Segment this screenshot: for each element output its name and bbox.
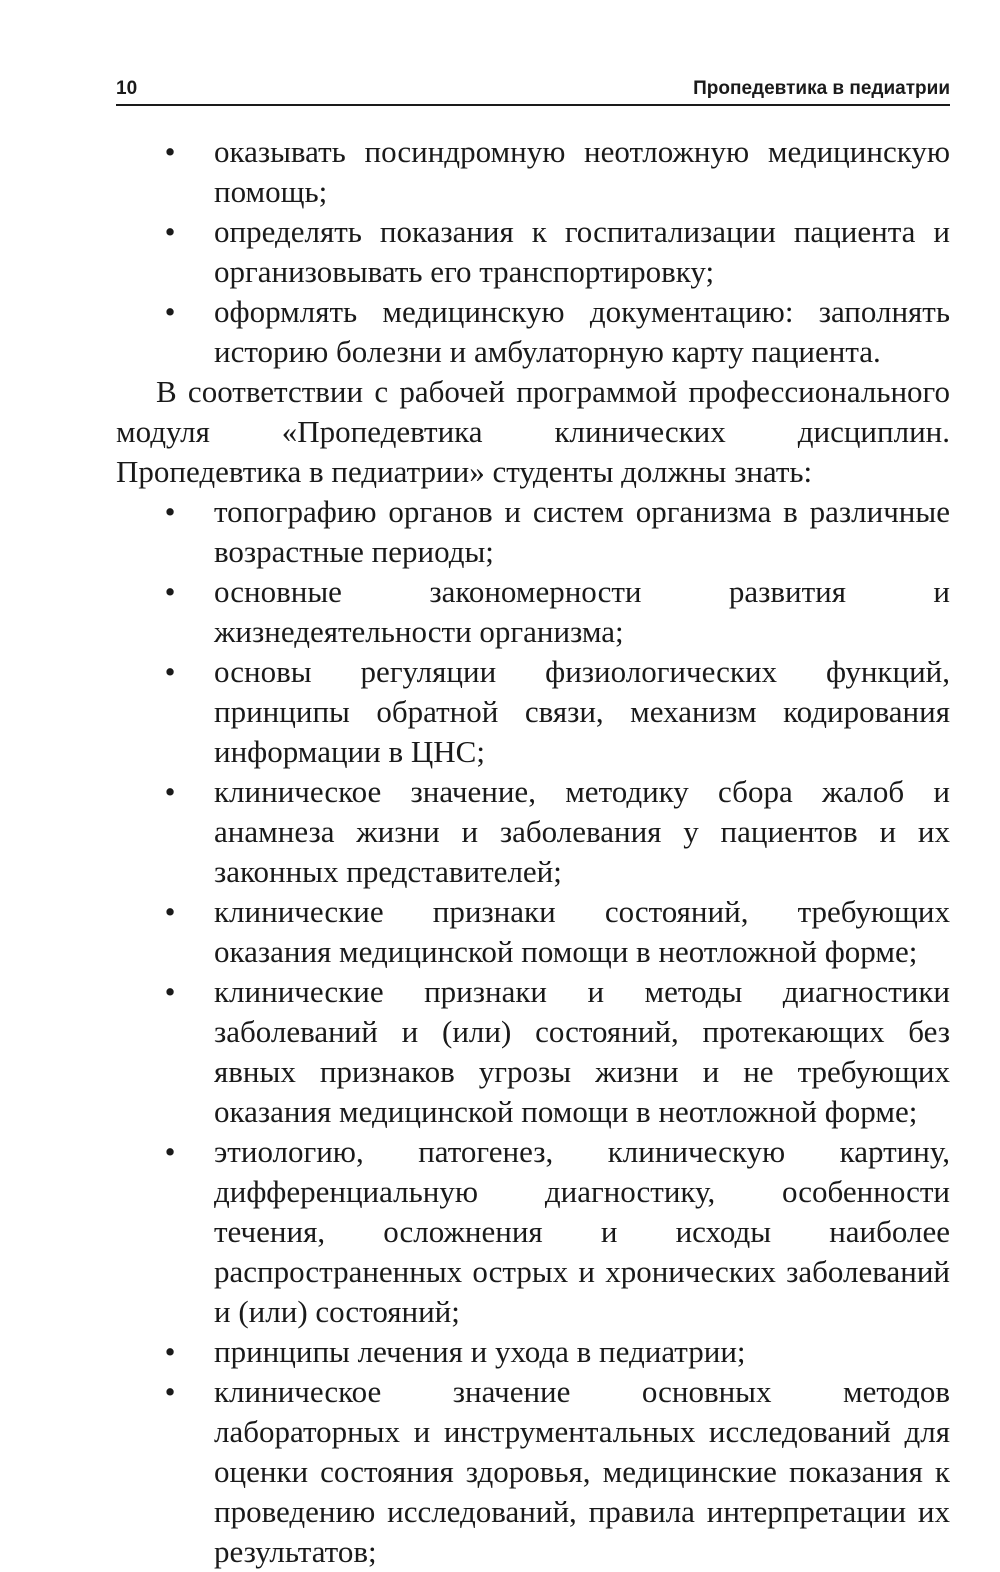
bullet-icon: •: [164, 1134, 176, 1169]
list-item-text: топографию органов и систем организма в различные возрастные периоды;: [214, 494, 950, 569]
list-item: [116, 1332, 950, 1372]
list-item: [116, 1132, 950, 1332]
list-item: [116, 652, 950, 772]
knowledge-list: [116, 492, 950, 1572]
list-item-text: клинические признаки и методы диагностики заболеваний и (или) состояний, протекающих без явных признаков угрозы жизни и не требующих оказания медицинской помощи в неотложной форме;: [214, 974, 950, 1129]
page-number: 10: [116, 78, 138, 99]
list-item: [116, 772, 950, 892]
list-item: [116, 132, 950, 212]
bullet-icon: •: [164, 214, 176, 249]
skills-list: [116, 132, 950, 372]
running-head: [116, 74, 950, 106]
list-item: [116, 1372, 950, 1572]
list-item-text: оформлять медицинскую документацию: заполнять историю болезни и амбулаторную карту пациента.: [214, 294, 950, 369]
list-item: [116, 292, 950, 372]
list-item: [116, 892, 950, 972]
list-item-text: оказывать посиндромную неотложную медицинскую помощь;: [214, 134, 950, 209]
list-item-text: клиническое значение, методику сбора жалоб и анамнеза жизни и заболевания у пациентов и их законных представителей;: [214, 774, 950, 889]
list-item-text: основы регуляции физиологических функций, принципы обратной связи, механизм кодирования информации в ЦНС;: [214, 654, 950, 769]
list-item-text: этиологию, патогенез, клиническую картину, дифференциальную диагностику, особенности течения, осложнения и исходы наиболее распространенных острых и хронических заболеваний и (или) состояний;: [214, 1134, 950, 1329]
bullet-icon: •: [164, 774, 176, 809]
list-item: [116, 492, 950, 572]
bullet-icon: •: [164, 574, 176, 609]
bullet-icon: •: [164, 974, 176, 1009]
body-paragraph: В соответствии с рабочей программой профессионального модуля «Пропедевтика клинических дисциплин. Пропедевтика в педиатрии» студенты должны знать:: [116, 374, 950, 489]
bullet-icon: •: [164, 294, 176, 329]
list-item-text: принципы лечения и ухода в педиатрии;: [214, 1334, 746, 1369]
bullet-icon: •: [164, 1334, 176, 1369]
bullet-icon: •: [164, 134, 176, 169]
list-item: [116, 212, 950, 292]
list-item: [116, 972, 950, 1132]
list-item: [116, 572, 950, 652]
list-item-text: основные закономерности развития и жизнедеятельности организма;: [214, 574, 950, 649]
running-title: Пропедевтика в педиатрии: [693, 78, 950, 99]
list-item-text: клинические признаки состояний, требующих оказания медицинской помощи в неотложной форме;: [214, 894, 950, 969]
bullet-icon: •: [164, 894, 176, 929]
bullet-icon: •: [164, 654, 176, 689]
bullet-icon: •: [164, 1374, 176, 1409]
list-item-text: определять показания к госпитализации пациента и организовывать его транспортировку;: [214, 214, 950, 289]
list-item-text: клиническое значение основных методов лабораторных и инструментальных исследований для оценки состояния здоровья, медицинские показания к проведению исследований, правила интерпретации их результатов;: [214, 1374, 950, 1569]
body-text: [116, 132, 950, 1572]
bullet-icon: •: [164, 494, 176, 529]
